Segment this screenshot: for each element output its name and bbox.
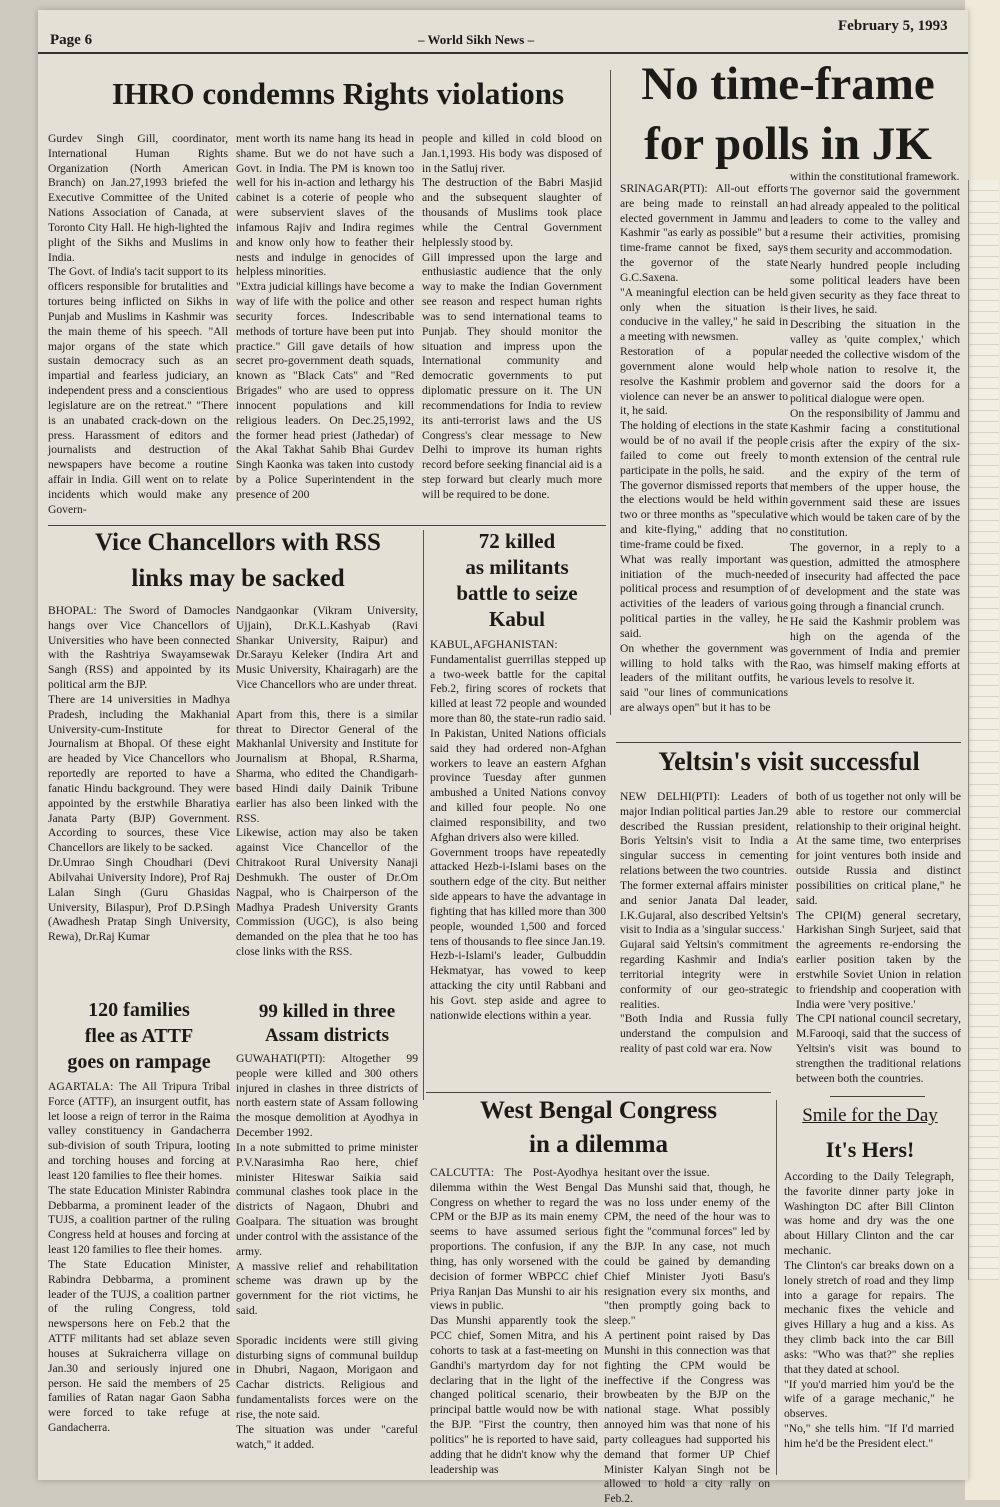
- column-divider: [776, 1100, 777, 1475]
- attf-headline-3: goes on rampage: [67, 1051, 211, 1073]
- smile-label: Smile for the Day: [802, 1105, 938, 1126]
- ihro-col1: Gurdev Singh Gill, coordinator, International Human Rights Organization (North American Branch) on Jan.27,1993 briefed the Executive Committee of the United Nations Association of Canada, at Toronto City Hall. He high-lighted the plight of the Sikhs and Muslims in India. The Govt. of India's tacit support to its officers responsible for brutalities and tortures being inflicted on Sikhs in Punjab and Muslims in Kashmir was the main theme of his speech. "All major organs of the state which sustain democracy such as an impartial and fearless judiciary, an independent press and a conscientious legislature are on the retreat." "There is an unabated crack-down on the press. Harassment of editors and journalists and destruction of newspapers have become a routine affair in India. Gill went on to relate incidents which would make any Govern-: [48, 132, 228, 516]
- wb-headline-2: in a dilemma: [529, 1131, 668, 1158]
- yeltsin-headline: Yeltsin's visit successful: [658, 747, 920, 776]
- ihro-col2: ment worth its name hang its head in shame. But we do not have such a Govt. in India. The PM is known too well for his in-action and lethargy his cabinet is a coterie of people who were subservient slaves of the infamous Rajiv and Indira regimes and know only how to feather their nests and indulge in genocides of helpless minorities. "Extra judicial killings have become a way of life with the police and other security forces. Indescribable methods of torture have been put into practice." Gill gave details of how secret pro-government death squads, known as "Black Cats" and "Red Brigades" who are used to oppress innocent populations and kill religious leaders. On Dec.25,1992, the former head priest (Jathedar) of the Akal Takhat Sahib Bhai Gurdev Singh Kaonka was taken into custody by a Police Superintendent in the presence of 200: [236, 132, 414, 501]
- column-divider: [423, 530, 424, 1100]
- ruler: [968, 180, 999, 1280]
- assam-headline-1: 99 killed in three: [258, 1001, 396, 1022]
- ihro-headline: IHRO condemns Rights violations: [111, 76, 565, 111]
- newspaper-page: [38, 10, 968, 1506]
- column-divider: [610, 70, 611, 715]
- jk-col2: within the constitutional framework. The governor said the government had already appealed to the political leaders to come to the valley and resume their activities, promising them security and accommodation. Nearly hundred people including some political leaders have been given security as they face threat to their lives, he said. Describing the situation in the valley as 'quite complex,' which needed the collective wisdom of the whole nation to resolve it, the governor said the doors for a political dialogue were open. On the responsibility of Jammu and Kashmir facing a constitutional crisis after the expiry of the six-month extension of the central rule and the expiry of the term of members of the upper house, the government said these are issues which would be taken care of by the constitution. The governor, in a reply to a question, admitted the atmosphere of insecurity had affected the pace of development and the state was going through a financial crunch. He said the Kashmir problem was high on the agenda of the government of India and premier Rao, was himself making efforts at various levels to resolve it.: [790, 170, 960, 688]
- attf-headline-2: flee as ATTF: [84, 1025, 194, 1047]
- jk-col1: SRINAGAR(PTI): All-out efforts are being made to reinstall an elected government in Jammu and Kashmir "as early as possible" but a time-frame cannot be fixed, says the governor of the state G.C.Saxena. "A meaningful election can be held only when the situation is conducive in the valley," he said in a meeting with newsmen. Restoration of a popular government alone would help resolve the Kashmir problem and violence can never be an answer to it, he said. The holding of elections in the state would be of no avail if the people failed to come out freely to participate in the polls, he said. The governor dismissed reports that the elections would be held within two or three months as "speculative and kite-flying," adding that no time-frame could be fixed. What was really important was initiation of the much-needed political process and resumption of activities of the leaders of various political parties in the valley, he said. On whether the government was willing to hold talks with the leaders of the militant outfits, he said "our lines of communications are always open" but it has to be: [620, 182, 788, 714]
- ihro-col3: people and killed in cold blood on Jan.1,1993. His body was disposed of in the Satluj river. The destruction of the Babri Masjid and the subsequent slaughter of thousands of Muslims took place while the Central Government helplessly stood by. Gill impressed upon the large and enthusiastic audience that the only way to make the Indian Government see reason and respect human rights was to send international teams to Punjab. They should monitor the situation and impress upon the International community and democratic governments to put diplomatic pressure on it. The UN recommendations for India to review its anti-terrorist laws and the US Congress's clear message to New Delhi to improve its human rights record before seeking financial aid is a step forward but clearly much more will be required to be done.: [422, 132, 602, 501]
- kabul-headline-1: 72 killed: [478, 529, 556, 553]
- page-number: Page 6: [50, 32, 93, 48]
- kabul-headline-4: Kabul: [488, 607, 546, 631]
- jk-headline-2: for polls in JK: [644, 118, 932, 170]
- jk-headline-1: No time-frame: [641, 58, 935, 110]
- issue-date: February 5, 1993: [838, 18, 948, 34]
- yeltsin-col2: both of us together not only will be able to restore our commercial relationship to their original height. At the same time, two enterprises for joint ventures both inside and outside Russia and distinct possibilities on critical plane," he said. The CPI(M) general secretary, Harkishan Singh Surjeet, said that the agreements re-endorsing the earlier position taken by the erstwhile Soviet Union in relation to friendship and cooperation with India were 'very positive.' The CPI national council secretary, M.Farooqi, said that the success of Yeltsin's visit was bound to strengthen the traditional relations between both the countries.: [796, 790, 961, 1085]
- kabul-headline-3: battle to seize: [456, 581, 578, 605]
- section-rule: [830, 1096, 925, 1097]
- kabul-headline-2: as militants: [465, 555, 569, 579]
- vc-col1: BHOPAL: The Sword of Damocles hangs over Vice Chancellors of Universities who have been connected with the Rashtriya Swayamsewak Sangh (RSS) and appointed by its political arm the BJP. There are 14 universities in Madhya Pradesh, including the Makhanial University-cum-Institute for Journalism at Bhopal. Of these eight are headed by Vice Chancellors who reportedly are reported to have a fanatic Hindu background. They were appointed by the erstwhile Bharatiya Janata Party (BJP) Government. According to sources, these Vice Chancellors are likely to be sacked. Dr.Umrao Singh Choudhari (Devi Abilvahai University Indore), Prof Raj Lalan Singh (Guru Ghasidas University, Bilaspur), Prof D.P.Singh (Awadhesh Pratap Singh University, Rewa), Dr.Raj Kumar: [48, 604, 230, 944]
- section-rule: [616, 742, 961, 743]
- header-rule: [38, 52, 968, 54]
- assam-headline-2: Assam districts: [264, 1025, 390, 1046]
- attf-body: AGARTALA: The All Tripura Tribal Force (ATTF), an insurgent outfit, has let loose a reign of terror in the Raima valley constituency in Gandacherra sub-division of south Tripura, looting and torching houses and forcing at least 120 families to flee their homes. The state Education Minister Rabindra Debbarma, a prominent leader of the TUJS, a coalition partner of the ruling Congress held at houses and forcing at least 120 families to flee their homes. The State Education Minister, Rabindra Debbarma, a prominent leader of the TUJS, a coalition partner of the ruling Congress, told newspersons here on Feb.2 that the ATTF militants had set ablaze seven houses at Sukraicherra village on Jan.30 and seriously injured one person. He said the members of 25 families of Ratan nagar Gaon Sabha were forced to take refuge at Gandacherra.: [48, 1080, 230, 1435]
- vc-col2: Nandgaonkar (Vikram University, Ujjain), Dr.K.L.Kashyab (Ravi Shankar University, Raipur) and Dr.Sarayu Keleker (Indira Art and Music University, Khairagarh) are the Vice Chancellors who are under threat. Apart from this, there is a similar threat to Director General of the Makhanlal University and Institute for Journalism at Bhopal, R.Sharma, Sharma, who edited the Chandigarh-based Hindi daily Dainik Tribune earlier has also been linked with the RSS. Likewise, action may also be taken against Vice Chancellor of the Chitrakoot Rural University Nanaji Deshmukh. The ouster of Dr.Om Nagpal, who is Chairperson of the Madhya Pradesh University Grants Commission (UGC), is also being demanded on the plea that he too has close links with the RSS.: [236, 604, 418, 959]
- smile-headline: It's Hers!: [825, 1137, 915, 1162]
- attf-headline-1: 120 families: [88, 999, 190, 1021]
- vc-headline-2: links may be sacked: [131, 565, 345, 592]
- smile-body: According to the Daily Telegraph, the favorite dinner party joke in Washington DC after Bill Clinton was home and dry was the one about Hillary Clinton and the car mechanic. The Clinton's car breaks down on a lonely stretch of road and they limp into a garage for repairs. The mechanic fixes the vehicle and gives Hillary a hug and a kiss. As they climb back into the car Bill asks: "Who was that?" she replies that they dated at school. "If you'd married him you'd be the wife of a garage mechanic," he observes. "No," she tells him. "If I'd married him he'd be the President elect.": [784, 1170, 954, 1450]
- wb-col1: CALCUTTA: The Post-Ayodhya dilemma within the West Bengal Congress on whether to regard the CPM or the BJP as its main enemy seems to have assumed serious proportions. The confusion, if any thing, has only worsened with the decision of former WBPCC chief Priya Ranjan Das Munshi to air his views in public. Das Munshi apparently took the PCC chief, Somen Mitra, and his cohorts to task at a fast-meeting on Gandhi's martyrdom day for not declaring that in the light of the changed political scenario, their principal battle would now be with the BJP. "First the country, then politics" he is reported to have said, adding that he didn't know why the leadership was: [430, 1166, 598, 1476]
- masthead: – World Sikh News –: [418, 32, 535, 47]
- vc-headline-1: Vice Chancellors with RSS: [95, 529, 381, 556]
- kabul-body: KABUL,AFGHANISTAN: Fundamentalist guerrillas stepped up a two-week battle for the capital Feb.2, firing scores of rockets that killed at least 72 people and wounded more than 80, the state-run radio said. In Pakistan, United Nations officials said they had ordered non-Afghan workers to leave an eastern Afghan province Tuesday after gunmen ambushed a United Nations convoy and killed four people. No one claimed responsibility, and two Afghan drivers also were killed. Government troops have repeatedly attacked Hezb-i-Islami bases on the southern edge of the city. But neither side appears to have the advantage in fighting that has killed more than 300 people, wounded 1,500 and forced tens of thousands to flee since Jan.19. Hezb-i-Islami's leader, Gulbuddin Hekmatyar, has vowed to keep attacking the city until Rabbani and his Govt. step aside and agree to nationwide elections within a year.: [430, 638, 606, 1022]
- section-rule: [426, 1092, 771, 1093]
- section-rule: [48, 525, 606, 526]
- yeltsin-col1: NEW DELHI(PTI): Leaders of major Indian political parties Jan.29 described the Russian president, Boris Yeltsin's visit to India a singular success in cementing relations between the two countries. The former external affairs minister and senior Janata Dal leader, I.K.Gujaral, also described Yeltsin's visit to India as a 'singular success.' Gujaral said Yeltsin's commitment regarding Kashmir and India's territorial integrity were in conformity of our geo-strategic realities. "Both India and Russia fully understand the compulsion and reality of past cold war era. Now: [620, 790, 788, 1056]
- assam-body: GUWAHATI(PTI): Altogether 99 people were killed and 300 others injured in clashes in three districts of north eastern state of Assam following the mosque demolition at Ayodhya in December 1992. In a note submitted to prime minister P.V.Narasimha Rao here, chief minister Hiteswar Saikia said communal clashes took place in the districts of Nagaon, Dhubri and Goalpara. The situation was brought under control with the assistance of the army. A massive relief and rehabilitation scheme was drawn up by the government for the riot victims, he said. Sporadic incidents were still giving disturbing signs of communal buildup in Dhubri, Nagaon, Morigaon and Cachar districts. Religious and fundamentalists forces were on the rise, the note said. The situation was under "careful watch," it added.: [236, 1052, 418, 1451]
- wb-headline-1: West Bengal Congress: [479, 1097, 718, 1124]
- wb-col2: hesitant over the issue. Das Munshi said that, though, he was no loss under enemy of the CPM, the need of the hour was to fight the "communal forces" led by the BJP. In any case, not much could be gained by demanding Chief Minister Jyoti Basu's resignation every six months, and "then promptly going back to sleep." A pertinent point raised by Das Munshi in this connection was that fighting the CPM would be ineffective if the Congress was browbeaten by the BJP on the national stage. What possibly annoyed him was that none of his party colleagues had supported his demand that former UP Chief Minister Kalyan Singh not be allowed to hold a city rally on Feb.2.: [604, 1166, 770, 1506]
